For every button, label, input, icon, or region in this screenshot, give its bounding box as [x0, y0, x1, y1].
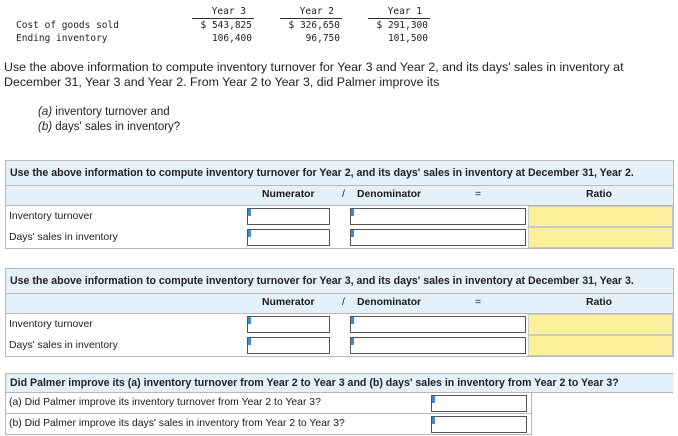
panel-title: Use the above information to compute inventory turnover for Year 3, and its days' sales in inventory at December 31, Year 3.	[6, 269, 673, 294]
numerator-header: Numerator	[262, 189, 315, 200]
panel-year2	[5, 160, 674, 249]
row-label: Days' sales in inventory	[9, 232, 118, 243]
panel-year3	[5, 268, 674, 357]
question-text: Use the above information to compute inventory turnover for Year 3 and Year 2, and its days' sales in inventory at December 31, Year 3 and Year 2. From Year 2 to Year 3, did Palmer improve its	[4, 60, 624, 89]
ratio-cell	[528, 206, 673, 227]
question-part-b	[38, 121, 180, 133]
denominator-header: Denominator	[357, 297, 422, 308]
ratio-cell	[528, 314, 673, 335]
cell: $ 326,650	[288, 20, 340, 31]
question-part-a	[38, 106, 170, 118]
improve-turnover-select[interactable]	[431, 395, 527, 412]
table-row	[6, 227, 673, 248]
divide-sign: /	[342, 189, 345, 200]
cell: $ 543,825	[200, 20, 252, 31]
table-row	[6, 314, 673, 335]
equals-sign: =	[475, 297, 482, 308]
numerator-input[interactable]	[247, 208, 330, 225]
ratio-cell	[528, 227, 673, 248]
col-year3: Year 3	[211, 6, 246, 17]
table-row	[6, 335, 673, 356]
col-year1: Year 1	[387, 6, 422, 17]
row-label: (b) Did Palmer improve its days' sales in inventory from Year 2 to Year 3?	[9, 418, 345, 429]
cell: 96,750	[305, 33, 340, 44]
panel-title: Use the above information to compute inventory turnover for Year 2, and its days' sales in inventory at December 31, Year 2.	[6, 161, 673, 186]
row-label: Inventory turnover	[9, 319, 93, 330]
data-table-header	[16, 5, 436, 18]
denominator-input[interactable]	[350, 229, 526, 246]
denominator-header: Denominator	[357, 189, 422, 200]
denominator-input[interactable]	[350, 208, 526, 225]
equals-sign: =	[475, 189, 482, 200]
panel-title: Did Palmer improve its (a) inventory turnover from Year 2 to Year 3 and (b) days' sales in inventory from Year 2 to Year 3?	[6, 374, 673, 393]
cell: 101,500	[387, 33, 428, 44]
divide-sign: /	[342, 297, 345, 308]
denominator-input[interactable]	[350, 316, 526, 333]
table-row	[16, 32, 436, 45]
cell: 106,400	[211, 33, 252, 44]
numerator-input[interactable]	[247, 229, 330, 246]
row-label: Cost of goods sold	[16, 20, 119, 31]
denominator-input[interactable]	[350, 337, 526, 354]
ratio-header: Ratio	[586, 297, 612, 308]
column-header	[6, 186, 673, 206]
part-b-text: days' sales in inventory?	[52, 121, 181, 133]
table-row	[6, 206, 673, 227]
row-label: Inventory turnover	[9, 211, 93, 222]
column-header	[6, 294, 673, 314]
col-year2: Year 2	[299, 6, 334, 17]
panel-improve	[5, 373, 673, 435]
row-label: (a) Did Palmer improve its inventory turnover from Year 2 to Year 3?	[9, 397, 321, 408]
part-b-prefix: (b)	[38, 121, 53, 133]
table-row	[6, 413, 532, 435]
ratio-cell	[528, 335, 673, 356]
numerator-input[interactable]	[247, 337, 330, 354]
numerator-header: Numerator	[262, 297, 315, 308]
improve-days-select[interactable]	[431, 416, 527, 433]
row-label: Ending inventory	[16, 33, 108, 44]
numerator-input[interactable]	[247, 316, 330, 333]
table-row	[16, 19, 436, 32]
table-row	[6, 393, 532, 413]
cell: $ 291,300	[376, 20, 428, 31]
row-label: Days' sales in inventory	[9, 340, 118, 351]
part-a-text: inventory turnover and	[52, 106, 170, 118]
part-a-prefix: (a)	[38, 106, 53, 118]
ratio-header: Ratio	[586, 189, 612, 200]
